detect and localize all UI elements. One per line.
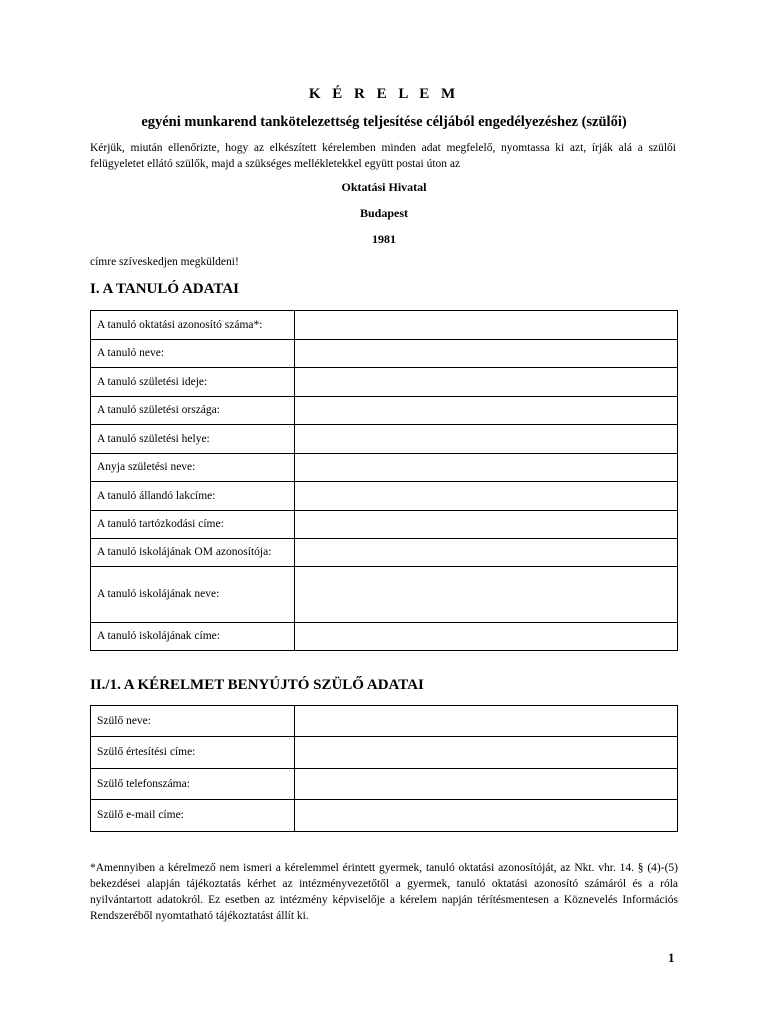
field-label: A tanuló oktatási azonosító száma*: xyxy=(91,311,295,340)
table-row xyxy=(91,425,678,454)
school-address-field[interactable] xyxy=(295,623,678,651)
permanent-address-field[interactable] xyxy=(295,482,678,511)
field-label: Szülő e-mail címe: xyxy=(91,800,295,832)
field-label: A tanuló iskolájának OM azonosítója: xyxy=(91,539,295,567)
table-row xyxy=(91,340,678,368)
parent-name-field[interactable] xyxy=(295,706,678,737)
footnote: *Amennyiben a kérelmező nem ismeri a kérelemmel érintett gyermek, tanuló oktatási azonosítóját, az Nkt. vhr. 14. § (4)-(5) bekezdései alapján tájékoztatás kérhet az intézményvezetőtől a gyermek, tanuló oktatási azonosító számáról és a róla nyilvántartott adatokról. Ez esetben az intézmény képviselője a kérelem napján térítésmentesen a Köznevelés Információs Rendszeréből nyomtatható tájékoztatást állít ki. xyxy=(90,862,678,922)
school-name-field[interactable] xyxy=(295,567,678,623)
field-label: Szülő neve: xyxy=(91,706,295,737)
student-data-table xyxy=(90,310,678,651)
residence-address-field[interactable] xyxy=(295,511,678,539)
mother-name-field[interactable] xyxy=(295,454,678,482)
field-label: A tanuló iskolájának neve: xyxy=(91,567,295,623)
table-row xyxy=(91,706,678,737)
outro-text: címre szíveskedjen megküldeni! xyxy=(90,256,239,268)
page-number: 1 xyxy=(668,950,675,965)
table-row xyxy=(91,454,678,482)
field-label: A tanuló születési ideje: xyxy=(91,368,295,397)
field-label: A tanuló születési országa: xyxy=(91,397,295,425)
section2-heading: II./1. A KÉRELMET BENYÚJTÓ SZÜLŐ ADATAI xyxy=(90,677,424,693)
parent-address-field[interactable] xyxy=(295,737,678,769)
table-row xyxy=(91,368,678,397)
field-label: A tanuló állandó lakcíme: xyxy=(91,482,295,511)
section1-heading: I. A TANULÓ ADATAI xyxy=(90,281,239,297)
document-subtitle: egyéni munkarend tankötelezettség teljesítése céljából engedélyezéshez (szülői) xyxy=(141,114,627,130)
table-row xyxy=(91,567,678,623)
field-label: A tanuló születési helye: xyxy=(91,425,295,454)
address-city: Budapest xyxy=(359,206,409,220)
table-row xyxy=(91,737,678,769)
student-name-field[interactable] xyxy=(295,340,678,368)
address-org: Oktatási Hivatal xyxy=(341,180,427,194)
table-row xyxy=(91,539,678,567)
field-label: A tanuló iskolájának címe: xyxy=(91,623,295,651)
table-row xyxy=(91,623,678,651)
field-label: Szülő telefonszáma: xyxy=(91,769,295,800)
birth-country-field[interactable] xyxy=(295,397,678,425)
intro-paragraph: Kérjük, miután ellenőrizte, hogy az elkészített kérelemben minden adat megfelelő, nyomtassa ki azt, írják alá a szülői felügyeletet ellátó szülők, majd a szükséges mellékletekkel együtt postai úton az xyxy=(90,142,676,170)
field-label: A tanuló neve: xyxy=(91,340,295,368)
parent-phone-field[interactable] xyxy=(295,769,678,800)
parent-email-field[interactable] xyxy=(295,800,678,832)
table-row xyxy=(91,482,678,511)
field-label: Szülő értesítési címe: xyxy=(91,737,295,769)
field-label: Anyja születési neve: xyxy=(91,454,295,482)
table-row xyxy=(91,800,678,832)
birth-place-field[interactable] xyxy=(295,425,678,454)
birth-date-field[interactable] xyxy=(295,368,678,397)
parent-data-table xyxy=(90,705,678,832)
school-om-id-field[interactable] xyxy=(295,539,678,567)
table-row xyxy=(91,511,678,539)
student-id-field[interactable] xyxy=(295,311,678,340)
table-row xyxy=(91,769,678,800)
table-row xyxy=(91,311,678,340)
address-zip: 1981 xyxy=(372,232,396,246)
field-label: A tanuló tartózkodási címe: xyxy=(91,511,295,539)
document-title: K É R E L E M xyxy=(308,86,460,102)
table-row xyxy=(91,397,678,425)
